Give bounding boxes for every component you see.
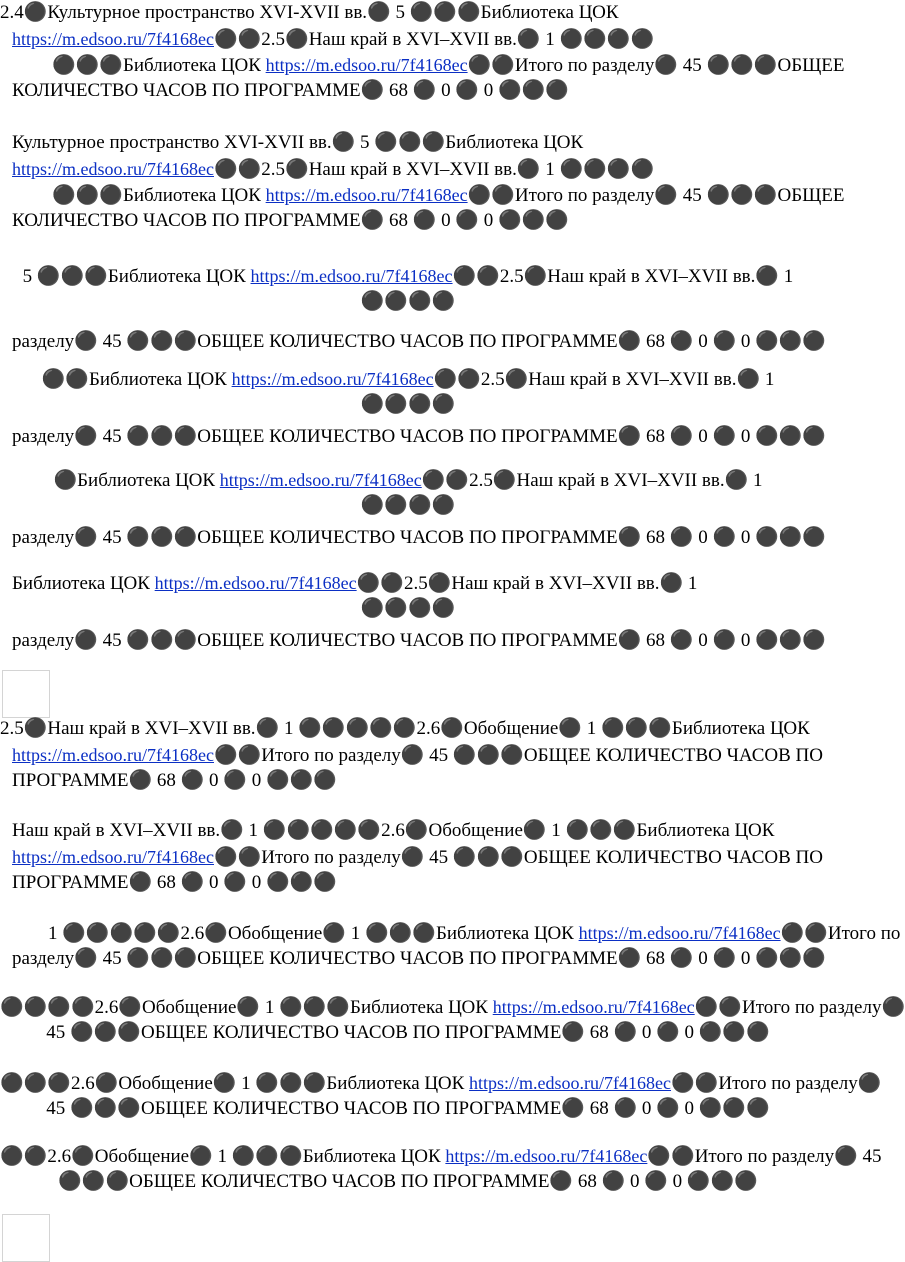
block1-para-6 (0, 570, 827, 654)
line-text: ⚫⚫Итого по разделу⚫ 45 ⚫⚫⚫ОБЩЕЕ КОЛИЧЕСТВО ЧАСОВ ПО (213, 847, 823, 868)
line-text: ⚫⚫⚫Библиотека ЦОК (52, 55, 266, 76)
line-text: ⚫⚫⚫Библиотека ЦОК (52, 185, 266, 206)
line-text: ⚫⚫⚫2.6⚫Обобщение⚫ 1 ⚫⚫⚫Библиотека ЦОК (0, 1073, 470, 1094)
line-text: ⚫⚫Библиотека ЦОК (41, 369, 232, 390)
text-line (0, 289, 816, 315)
line-text: 45 ⚫⚫⚫ОБЩЕЕ КОЛИЧЕСТВО ЧАСОВ ПО ПРОГРАММЕ⚫ 68 ⚫ 0 ⚫ 0 ⚫⚫⚫ (46, 1022, 770, 1043)
text-line (0, 130, 816, 156)
line-text: 45 ⚫⚫⚫ОБЩЕЕ КОЛИЧЕСТВО ЧАСОВ ПО ПРОГРАММЕ⚫ 68 ⚫ 0 ⚫ 0 ⚫⚫⚫ (46, 1098, 770, 1119)
line-text: ⚫⚫⚫⚫ (360, 598, 456, 619)
line-text: ⚫⚫⚫⚫ (360, 394, 456, 415)
cok-library-link[interactable]: https://m.edsoo.ru/7f4168ec (154, 573, 357, 593)
cok-library-link[interactable]: https://m.edsoo.ru/7f4168ec (250, 266, 453, 286)
text-line (0, 1143, 882, 1169)
text-line (0, 78, 816, 104)
blank-box (2, 670, 50, 718)
line-text: разделу⚫ 45 ⚫⚫⚫ОБЩЕЕ КОЛИЧЕСТВО ЧАСОВ ПО ПРОГРАММЕ⚫ 68 ⚫ 0 ⚫ 0 ⚫⚫⚫ (12, 331, 827, 352)
cok-library-link[interactable]: https://m.edsoo.ru/7f4168ec (265, 185, 468, 205)
line-text: ⚫⚫⚫⚫ (360, 291, 456, 312)
text-line (0, 525, 827, 551)
line-text: Библиотека ЦОК (12, 573, 155, 594)
text-line (0, 818, 816, 844)
block2-para-1 (0, 716, 823, 794)
block1-para-4 (0, 366, 827, 450)
line-text: ⚫⚫2.5⚫Наш край в XVI–XVII вв.⚫ 1 ⚫⚫⚫⚫ (213, 159, 655, 180)
text-line (0, 844, 823, 870)
text-line (0, 263, 816, 289)
line-text: ⚫⚫⚫⚫ (360, 495, 456, 516)
line-text: КОЛИЧЕСТВО ЧАСОВ ПО ПРОГРАММЕ⚫ 68 ⚫ 0 ⚫ 0 ⚫⚫⚫ (12, 210, 570, 231)
block2-para-2 (0, 818, 823, 896)
cok-library-link[interactable]: https://m.edsoo.ru/7f4168ec (445, 1146, 648, 1166)
line-text: 5 ⚫⚫⚫Библиотека ЦОК (22, 266, 251, 287)
text-line (0, 716, 816, 742)
text-line (0, 156, 816, 182)
text-line (0, 1070, 882, 1096)
text-line (0, 946, 827, 972)
text-line (0, 392, 816, 418)
text-line (0, 1096, 816, 1122)
text-line (0, 26, 816, 52)
line-text: ⚫⚫Итого по разделу⚫ 45 ⚫⚫⚫ОБЩЕЕ (467, 55, 845, 76)
text-line (0, 742, 823, 768)
line-text: разделу⚫ 45 ⚫⚫⚫ОБЩЕЕ КОЛИЧЕСТВО ЧАСОВ ПО ПРОГРАММЕ⚫ 68 ⚫ 0 ⚫ 0 ⚫⚫⚫ (12, 630, 827, 651)
block1-para-1 (0, 0, 845, 104)
line-text: ПРОГРАММЕ⚫ 68 ⚫ 0 ⚫ 0 ⚫⚫⚫ (12, 770, 337, 791)
line-text: ⚫⚫Итого по разделу⚫ (694, 997, 905, 1018)
text-line (0, 208, 816, 234)
cok-library-link[interactable]: https://m.edsoo.ru/7f4168ec (12, 847, 214, 867)
line-text: Наш край в XVI–XVII вв.⚫ 1 ⚫⚫⚫⚫⚫2.6⚫Обобщение⚫ 1 ⚫⚫⚫Библиотека ЦОК (12, 820, 775, 841)
text-line (0, 329, 827, 355)
text-line (0, 628, 827, 654)
text-line (0, 0, 816, 26)
cok-library-link[interactable]: https://m.edsoo.ru/7f4168ec (12, 29, 214, 49)
text-line (0, 920, 901, 946)
line-text: ⚫Библиотека ЦОК (53, 470, 220, 491)
line-text: ⚫⚫Итого по разделу⚫ 45 ⚫⚫⚫ОБЩЕЕ КОЛИЧЕСТВО ЧАСОВ ПО (213, 745, 823, 766)
cok-library-link[interactable]: https://m.edsoo.ru/7f4168ec (12, 745, 214, 765)
text-line (0, 52, 845, 78)
line-text: ⚫⚫Итого по разделу⚫ (671, 1073, 882, 1094)
block1-para-3 (0, 263, 827, 355)
text-line (0, 1020, 816, 1046)
block2-para-3 (0, 920, 901, 972)
block1-para-2 (0, 130, 845, 234)
text-line (0, 870, 816, 896)
block1-para-5 (0, 467, 827, 551)
cok-library-link[interactable]: https://m.edsoo.ru/7f4168ec (219, 470, 422, 490)
line-text: ⚫⚫2.5⚫Наш край в XVI–XVII вв.⚫ 1 (421, 470, 763, 491)
line-text: разделу⚫ 45 ⚫⚫⚫ОБЩЕЕ КОЛИЧЕСТВО ЧАСОВ ПО ПРОГРАММЕ⚫ 68 ⚫ 0 ⚫ 0 ⚫⚫⚫ (12, 527, 827, 548)
line-text: ⚫⚫⚫⚫2.6⚫Обобщение⚫ 1 ⚫⚫⚫Библиотека ЦОК (0, 997, 493, 1018)
text-line (0, 768, 816, 794)
cok-library-link[interactable]: https://m.edsoo.ru/7f4168ec (578, 923, 781, 943)
text-line (0, 424, 827, 450)
line-text: 2.4⚫Культурное пространство XVI-XVII вв.⚫ 5 ⚫⚫⚫Библиотека ЦОК (0, 2, 619, 23)
cok-library-link[interactable]: https://m.edsoo.ru/7f4168ec (12, 159, 214, 179)
cok-library-link[interactable]: https://m.edsoo.ru/7f4168ec (231, 369, 434, 389)
line-text: Культурное пространство XVI-XVII вв.⚫ 5 ⚫⚫⚫Библиотека ЦОК (12, 132, 584, 153)
block2-para-4 (0, 994, 905, 1046)
line-text: ⚫⚫2.5⚫Наш край в XVI–XVII вв.⚫ 1 (433, 369, 775, 390)
line-text: ⚫⚫2.5⚫Наш край в XVI–XVII вв.⚫ 1 ⚫⚫⚫⚫ (213, 29, 655, 50)
line-text: 2.5⚫Наш край в XVI–XVII вв.⚫ 1 ⚫⚫⚫⚫⚫2.6⚫Обобщение⚫ 1 ⚫⚫⚫Библиотека ЦОК (0, 718, 810, 739)
line-text: ⚫⚫Итого по разделу⚫ 45 (647, 1146, 882, 1167)
line-text: ⚫⚫2.6⚫Обобщение⚫ 1 ⚫⚫⚫Библиотека ЦОК (0, 1146, 446, 1167)
line-text: разделу⚫ 45 ⚫⚫⚫ОБЩЕЕ КОЛИЧЕСТВО ЧАСОВ ПО ПРОГРАММЕ⚫ 68 ⚫ 0 ⚫ 0 ⚫⚫⚫ (12, 426, 827, 447)
block2-para-5 (0, 1070, 882, 1122)
line-text: ⚫⚫⚫ОБЩЕЕ КОЛИЧЕСТВО ЧАСОВ ПО ПРОГРАММЕ⚫ 68 ⚫ 0 ⚫ 0 ⚫⚫⚫ (58, 1171, 758, 1192)
text-line (0, 366, 816, 392)
line-text: ПРОГРАММЕ⚫ 68 ⚫ 0 ⚫ 0 ⚫⚫⚫ (12, 872, 337, 893)
line-text: 1 ⚫⚫⚫⚫⚫2.6⚫Обобщение⚫ 1 ⚫⚫⚫Библиотека ЦОК (48, 923, 579, 944)
text-line (0, 570, 816, 596)
blank-box (2, 1214, 50, 1262)
line-text: ⚫⚫2.5⚫Наш край в XVI–XVII вв.⚫ 1 (452, 266, 794, 287)
line-text: ⚫⚫Итого по (780, 923, 901, 944)
line-text: КОЛИЧЕСТВО ЧАСОВ ПО ПРОГРАММЕ⚫ 68 ⚫ 0 ⚫ 0 ⚫⚫⚫ (12, 80, 570, 101)
line-text: ⚫⚫2.5⚫Наш край в XVI–XVII вв.⚫ 1 (356, 573, 698, 594)
text-line (0, 182, 845, 208)
text-line (0, 467, 816, 493)
line-text: разделу⚫ 45 ⚫⚫⚫ОБЩЕЕ КОЛИЧЕСТВО ЧАСОВ ПО ПРОГРАММЕ⚫ 68 ⚫ 0 ⚫ 0 ⚫⚫⚫ (12, 948, 827, 969)
text-line (0, 1169, 816, 1195)
block2-para-6 (0, 1143, 882, 1195)
text-line (0, 493, 816, 519)
text-line (0, 994, 905, 1020)
cok-library-link[interactable]: https://m.edsoo.ru/7f4168ec (469, 1073, 672, 1093)
line-text: ⚫⚫Итого по разделу⚫ 45 ⚫⚫⚫ОБЩЕЕ (467, 185, 845, 206)
text-line (0, 596, 816, 622)
cok-library-link[interactable]: https://m.edsoo.ru/7f4168ec (492, 997, 695, 1017)
cok-library-link[interactable]: https://m.edsoo.ru/7f4168ec (265, 55, 468, 75)
